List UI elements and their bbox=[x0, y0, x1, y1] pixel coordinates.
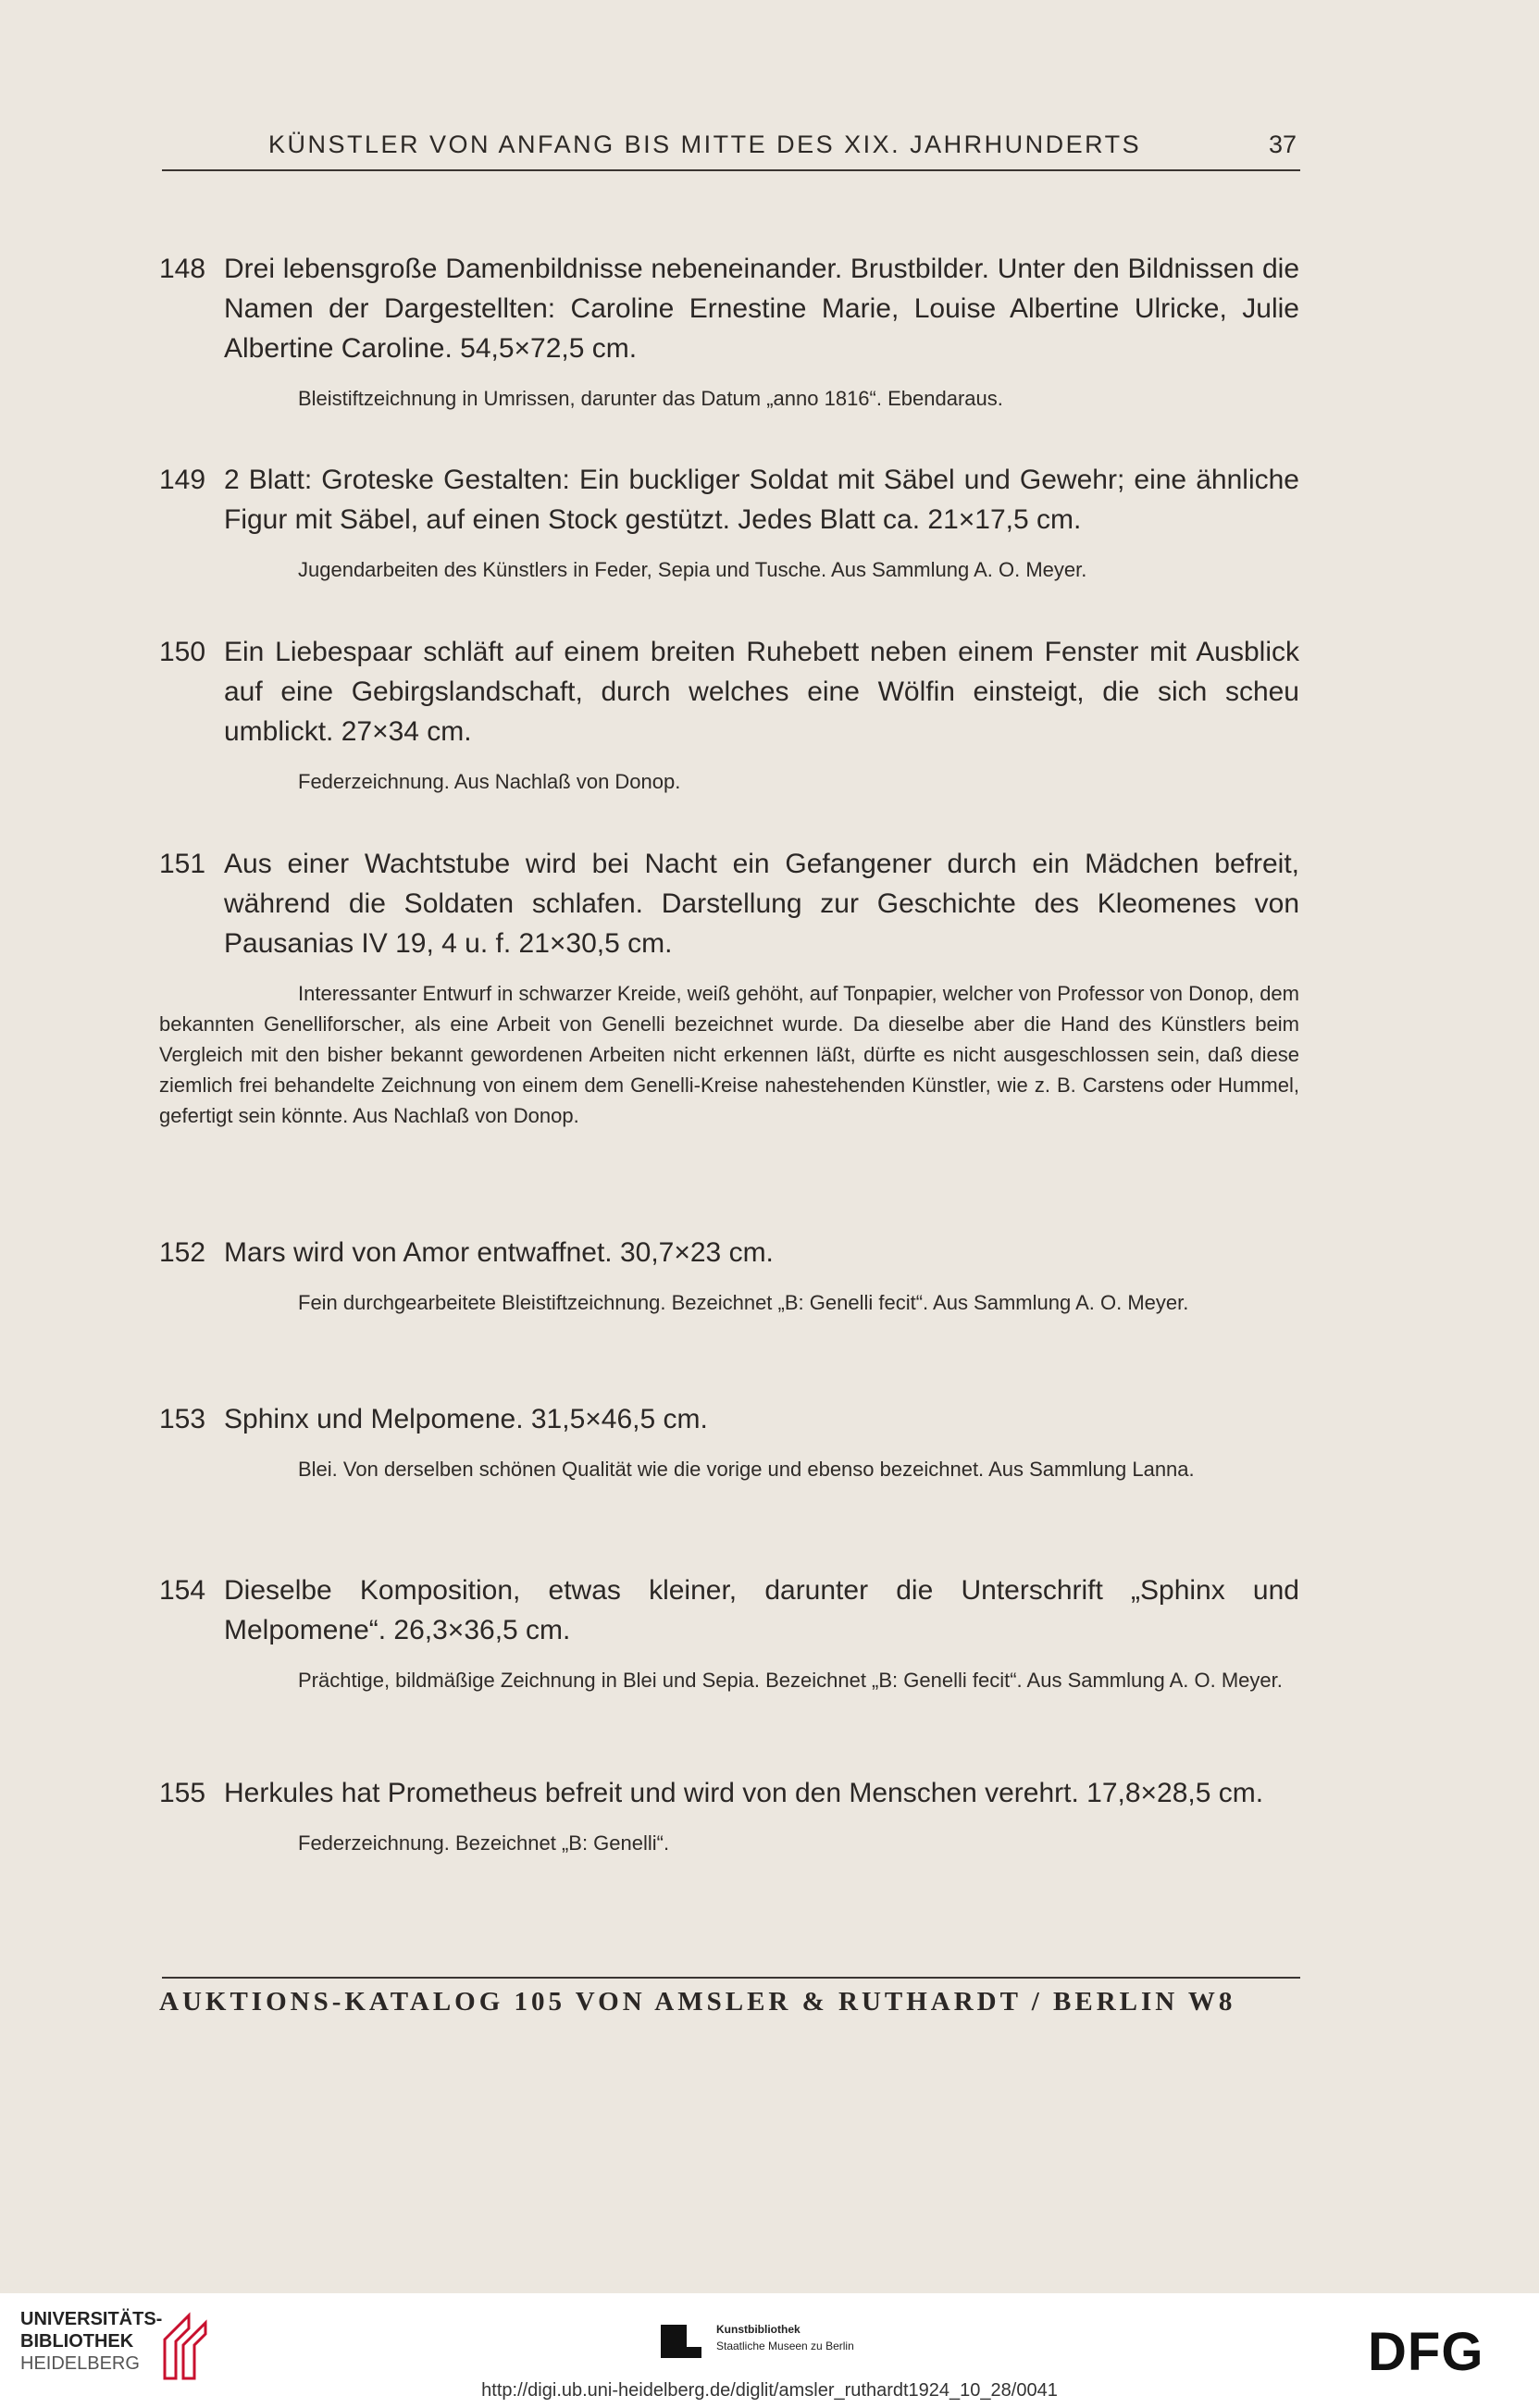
kunstbibliothek-mark-icon bbox=[659, 2323, 703, 2360]
digitization-stamp bbox=[0, 2293, 1539, 2408]
dfg-logo[interactable]: DFG bbox=[1368, 2322, 1484, 2382]
entry-note: Fein durchgearbeitete Bleistiftzeichnung. Bezeichnet „B: Genelli fecit“. Aus Sammlung A. O. Meyer. bbox=[298, 1291, 1189, 1314]
catalog-entry-148 bbox=[159, 249, 1299, 414]
kb-line: Staatliche Museen zu Berlin bbox=[716, 2340, 854, 2352]
entry-number: 150 bbox=[159, 637, 206, 667]
entry-description: Herkules hat Prometheus befreit und wird von den Menschen verehrt. 17,8×28,5 cm. bbox=[224, 1778, 1264, 1808]
entry-number: 152 bbox=[159, 1237, 206, 1268]
running-head bbox=[162, 127, 1300, 171]
entry-note: Interessanter Entwurf in schwarzer Kreide, weiß gehöht, auf Tonpapier, welcher von Professor von Donop, dem bekannten Genelliforscher, als eine Arbeit von Genelli bezeichnet wurde. Da dieselbe aber die Hand des Künstlers beim Vergleich mit den bisher bekannt gewordenen Arbeiten nicht erkennen läßt, dürfte es nicht ausgeschlossen sein, daß diese ziemlich frei behandelte Zeichnung von einem dem Genelli-Kreise nahestehenden Künstler, wie z. B. Carstens oder Hummel, gefertigt sein könnte. Aus Nachlaß von Donop. bbox=[159, 982, 1299, 1127]
university-library-logo[interactable] bbox=[20, 2308, 233, 2382]
entry-description: Sphinx und Melpomene. 31,5×46,5 cm. bbox=[224, 1404, 708, 1434]
catalog-entry-149 bbox=[159, 460, 1299, 585]
footer-rule bbox=[162, 1977, 1300, 1979]
entry-number: 155 bbox=[159, 1778, 206, 1808]
entry-number: 153 bbox=[159, 1404, 206, 1434]
catalog-entry-155 bbox=[159, 1773, 1299, 1858]
entry-description: Mars wird von Amor entwaffnet. 30,7×23 cm. bbox=[224, 1237, 774, 1268]
entry-description: Drei lebensgroße Damenbildnisse nebeneinander. Brustbilder. Unter den Bildnissen die Namen der Dargestellten: Caroline Ernestine Marie, Louise Albertine Ulricke, Julie Albertine Caroline. 54,5×72,5 cm. bbox=[224, 254, 1299, 364]
library-mark-icon bbox=[157, 2308, 231, 2382]
entry-number: 148 bbox=[159, 254, 206, 284]
entry-note: Federzeichnung. Bezeichnet „B: Genelli“. bbox=[298, 1831, 670, 1855]
permalink-url[interactable]: http://digi.ub.uni-heidelberg.de/diglit/amsler_ruthardt1924_10_28/0041 bbox=[481, 2380, 1058, 2401]
catalog-entry-152 bbox=[159, 1233, 1299, 1318]
catalog-footer: AUKTIONS-KATALOG 105 VON AMSLER & RUTHARDT / BERLIN W8 bbox=[159, 1987, 1236, 2017]
running-title: KÜNSTLER VON ANFANG BIS MITTE DES XIX. JAHRHUNDERTS bbox=[268, 130, 1142, 158]
entry-number: 154 bbox=[159, 1575, 206, 1606]
catalog-entry-154 bbox=[159, 1570, 1299, 1695]
entry-number: 151 bbox=[159, 849, 206, 879]
entry-description: Dieselbe Komposition, etwas kleiner, darunter die Unterschrift „Sphinx und Melpomene“. 26,3×36,5 cm. bbox=[224, 1575, 1299, 1645]
entry-number: 149 bbox=[159, 465, 206, 495]
entry-description: Aus einer Wachtstube wird bei Nacht ein Gefangener durch ein Mädchen befreit, während die Soldaten schlafen. Darstellung zur Geschichte des Kleomenes von Pausanias IV 19, 4 u. f. 21×30,5 cm. bbox=[224, 849, 1299, 959]
entry-description: 2 Blatt: Groteske Gestalten: Ein buckliger Soldat mit Säbel und Gewehr; eine ähnliche Figur mit Säbel, auf einen Stock gestützt. Jedes Blatt ca. 21×17,5 cm. bbox=[224, 465, 1299, 535]
catalog-entry-151 bbox=[159, 844, 1299, 1131]
library-line: BIBLIOTHEK bbox=[20, 2331, 134, 2352]
entry-note: Blei. Von derselben schönen Qualität wie die vorige und ebenso bezeichnet. Aus Sammlung Lanna. bbox=[298, 1458, 1195, 1481]
library-line: HEIDELBERG bbox=[20, 2353, 140, 2374]
entry-note: Prächtige, bildmäßige Zeichnung in Blei und Sepia. Bezeichnet „B: Genelli fecit“. Aus Sammlung A. O. Meyer. bbox=[298, 1669, 1283, 1692]
library-line: UNIVERSITÄTS- bbox=[20, 2309, 163, 2329]
catalog-entry-153 bbox=[159, 1399, 1299, 1484]
entry-note: Jugendarbeiten des Künstlers in Feder, Sepia und Tusche. Aus Sammlung A. O. Meyer. bbox=[298, 558, 1087, 581]
kunstbibliothek-logo[interactable] bbox=[659, 2314, 900, 2369]
entry-description: Ein Liebespaar schläft auf einem breiten Ruhebett neben einem Fenster mit Ausblick auf eine Gebirgslandschaft, durch welches eine Wölfin einsteigt, die sich scheu umblickt. 27×34 cm. bbox=[224, 637, 1299, 747]
catalog-entry-150 bbox=[159, 632, 1299, 797]
entry-note: Federzeichnung. Aus Nachlaß von Donop. bbox=[298, 770, 681, 793]
entry-note: Bleistiftzeichnung in Umrissen, darunter das Datum „anno 1816“. Ebendaraus. bbox=[298, 387, 1003, 410]
kb-line: Kunstbibliothek bbox=[716, 2323, 801, 2336]
page-number: 37 bbox=[1268, 130, 1297, 158]
